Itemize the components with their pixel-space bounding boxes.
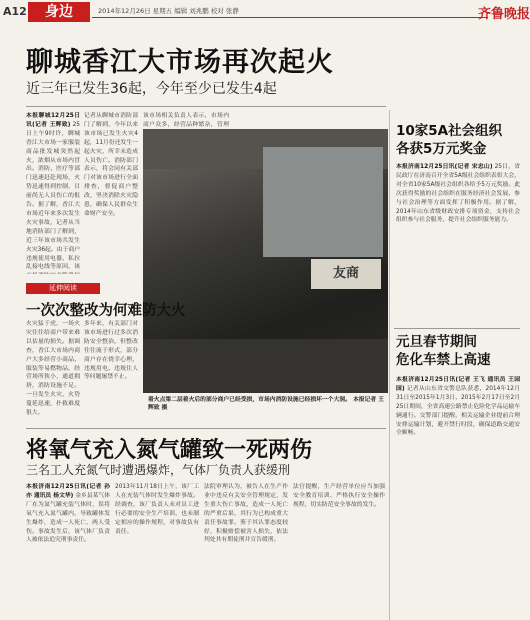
lead-byline: 本报聊城12月25日讯(记者 王辉致) xyxy=(26,113,80,128)
commentary-tag: 延伸阅读 xyxy=(26,283,100,294)
accident-byline: 本报济南12月25日讯(记者 孙亦 通讯员 杨文华) xyxy=(26,484,110,499)
accident-text-1: 金乡县某气体厂在为氮气罐充装气体时，误将氧气充入氮气罐内，导致罐体发生爆炸，造成一人死亡，两人受伤。事故发生后，该气体厂负责人被依法追究刑事责任。 xyxy=(26,492,110,544)
right1-text: 25日，省民政厅在济南召开全省5A级社会组织表彰大会，对全省10家5A级社会组织各给予5万元奖励。此次获得奖励的社会组织在服务经济社会发展、参与社会治理等方面发挥了积极作用。据了解，2014年山东省级财政安排专项资金，支持社会组织参与社会服务，提升社会组织服务能力。 xyxy=(396,164,520,224)
accident-column-2: 2013年11月18日上午，该厂工人在充装气体时发生爆炸事故。经调查，该厂负责人未对员工进行必要的安全生产培训，也未制定相应的操作规程，对事故负有责任。 xyxy=(115,484,199,535)
accident-column-1 xyxy=(26,483,110,613)
lead-headline: 聊城香江大市场再次起火 xyxy=(26,47,334,78)
photo-shop-sign: 友商 xyxy=(311,259,381,289)
photo-credit: 本报记者 王辉致 摄 xyxy=(148,397,384,411)
page-number: A12 xyxy=(3,5,27,18)
divider xyxy=(26,428,386,429)
accident-column-3: 法院审理认为，被告人在生产作业中违反有关安全管理规定，发生重大伤亡事故，造成一人死亡的严重后果，其行为已构成重大责任事故罪。鉴于其认罪态度较好，积极赔偿被害人损失，依法判处其有期徒刑并宣告缓刑。 xyxy=(204,484,288,544)
accident-headline: 将氧气充入氮气罐致一死两伤 xyxy=(26,438,313,463)
commentary-column-1: 火灾猛于虎，一场火灾往往给商户带来难以估量的损失。据调查，香江大市场内商户大多经营小商品、服装等易燃物品，经营场所狭小，通道拥挤，消防设施不足。一旦发生火灾，火势蔓延迅速，扑救难度很大。 xyxy=(26,321,80,417)
photo-caption-text: 着火点第二层着火后的部分商户已经受损，市场内消防设施已经损坏一个大洞。 xyxy=(148,397,351,403)
header-rule xyxy=(92,17,488,18)
section-label: 身边 xyxy=(28,2,90,22)
right1-byline: 本报济南12月25日讯(记者 宋忠山) xyxy=(396,164,493,170)
right1-headline-line2: 各获5万元奖金 xyxy=(396,141,487,157)
photo-storefront xyxy=(263,147,383,257)
dateline: 2014年12月26日 星期五 编辑 刘兆鹏 校对 张静 xyxy=(98,7,239,15)
page-header xyxy=(0,0,530,22)
right2-byline: 本报济南12月25日讯(记者 王飞 通讯员 王园园) xyxy=(396,377,520,392)
lead-column-3: 该市场相关负责人表示，市场内商户众多，经营品种繁杂，管理 xyxy=(143,113,229,128)
divider xyxy=(394,328,520,329)
column-divider xyxy=(389,110,390,620)
right2-headline-line1: 元旦春节期间 xyxy=(396,334,477,350)
commentary-column-2: 多年来，有关部门对该市场进行过多次消防安全整治，但整改往往流于形式，部分商户存在侥幸心理，违规用电、违规住人等问题屡禁不止。 xyxy=(84,321,138,381)
photo-caption xyxy=(148,396,384,412)
right2-text: 记者从山东省交警总队获悉，2014年12月31日至2015年1月3日、2015年2月17日至2月25日期间，全省高速公路禁止危险化学品运输车辆通行。交警部门提醒，相关运输企业提前合理安排运输计划，避开禁行时段，确保道路交通安全顺畅。 xyxy=(396,385,520,437)
lead-text-1: 25日上午9时许，聊城香江大市场一家服装商品批发城突然起火，浓烟从市场内冒出。消防、医疗等部门迅速赶赴现场，火势迅速得到控制，目前尚无人员伤亡的报告。据了解，香江大市场近年来多次发生火灾事故，记者从当地消防部门了解到，近三年该市场共发生火灾36起。由于商户违规使用电器、私拉乱接电线等原因，该 xyxy=(26,121,80,271)
photo-floor xyxy=(143,339,388,393)
right2-body xyxy=(396,376,520,612)
divider xyxy=(26,106,386,107)
right2-headline-line2: 危化车禁上高速 xyxy=(396,352,491,368)
masthead-logo: 齐鲁晚报 xyxy=(478,7,530,22)
market-fire-photo xyxy=(143,129,388,393)
lead-column-2: 记者从聊城市消防部门了解到，今年以来该市场已发生火灾4起，11月份还发生一起火灾，所幸未造成人员伤亡。消防部门表示，将会同有关部门对该市场进行全面排查，督促商户整改，坚决消除火灾隐患，确保人民群众生命财产安全。 xyxy=(84,113,138,217)
lead-subhead: 近三年已发生36起，今年至少已发生4起 xyxy=(26,81,277,97)
right1-body xyxy=(396,163,520,325)
commentary-headline: 一次次整改为何难防大火 xyxy=(26,303,186,319)
accident-column-4: 法官提醒，生产经营单位应当加强安全教育培训，严格执行安全操作规程，切实防范安全事故的发生。 xyxy=(293,484,385,508)
accident-subhead: 三名工人充氮气时遭遇爆炸，气体厂负责人获缓刑 xyxy=(26,463,291,477)
lead-column-1 xyxy=(26,112,80,274)
right1-headline-line1: 10家5A社会组织 xyxy=(396,123,503,139)
